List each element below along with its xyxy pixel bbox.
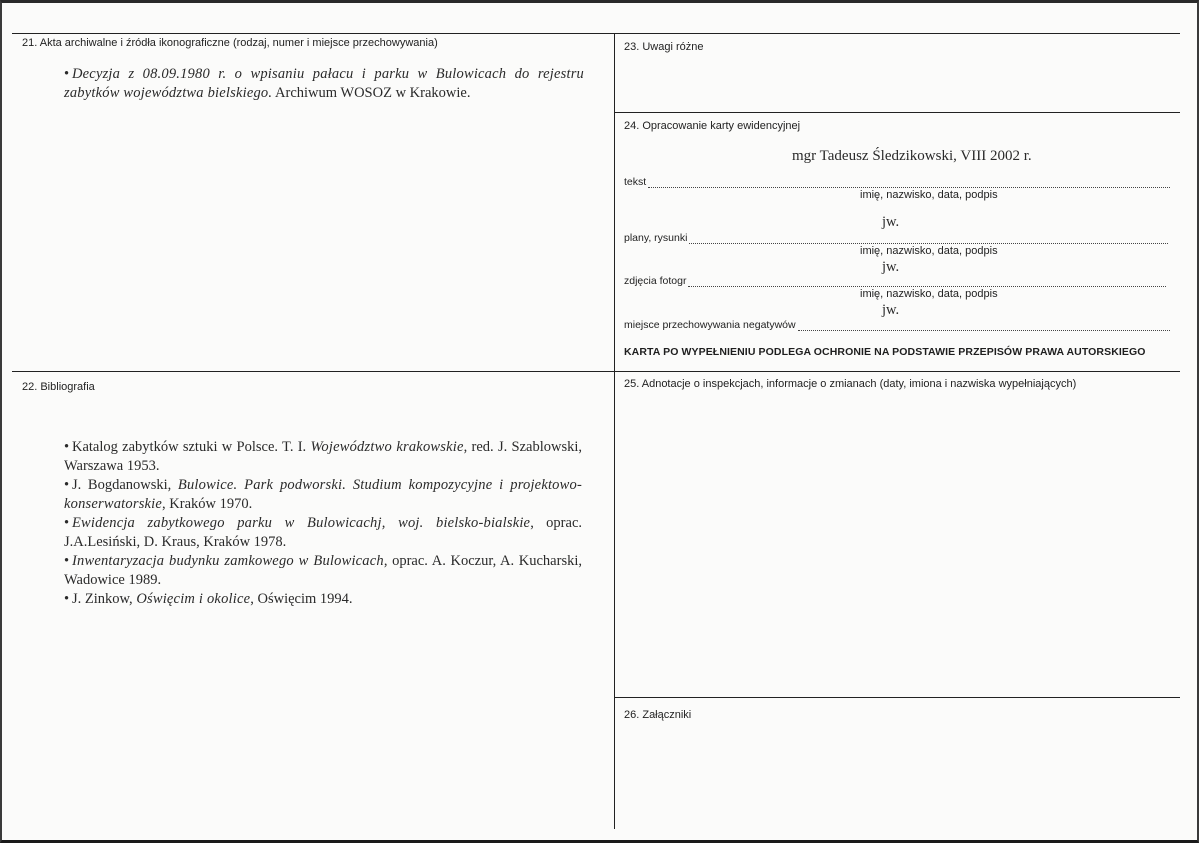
row-negatywy	[624, 319, 1170, 331]
signature-caption: imię, nazwisko, data, podpis	[860, 189, 998, 201]
dotted-line	[798, 322, 1170, 331]
row-zdjecia	[624, 275, 1166, 287]
list-item: • J. Bogdanowski, Bulowice. Park podworski. Studium kompozycyjne i projektowo-konserwatorskie, Kraków 1970.	[64, 477, 582, 512]
section-26-title: 26. Załączniki	[624, 709, 692, 721]
row-label: miejsce przechowywania negatywów	[624, 319, 796, 331]
row-plany	[624, 232, 1168, 244]
section-22-title: 22. Bibliografia	[22, 381, 95, 393]
dotted-line	[648, 179, 1170, 188]
rule-middle-right	[614, 371, 1180, 372]
copyright-note: KARTA PO WYPEŁNIENIU PODLEGA OCHRONIE NA PODSTAWIE PRZEPISÓW PRAWA AUTORSKIEGO	[624, 346, 1146, 358]
section-25-title: 25. Adnotacje o inspekcjach, informacje o zmianach (daty, imiona i nazwiska wypełniających)	[624, 378, 1077, 390]
source-archive: Archiwum WOSOZ w Krakowie.	[272, 85, 471, 101]
rule-23-24	[614, 112, 1180, 113]
value-jw: jw.	[882, 259, 900, 275]
dotted-line	[689, 235, 1168, 244]
signature-caption: imię, nazwisko, data, podpis	[860, 245, 998, 257]
bullet-icon: •	[64, 515, 70, 531]
section-21-content	[64, 65, 584, 103]
list-item: • Ewidencja zabytkowego parku w Bulowicachj, woj. bielsko-bialskie, oprac. J.A.Lesiński, D. Kraus, Kraków 1978.	[64, 515, 583, 550]
value-jw: jw.	[882, 302, 900, 318]
value-jw: jw.	[882, 214, 900, 230]
list-item: • J. Zinkow, Oświęcim i okolice, Oświęcim 1994.	[64, 591, 353, 607]
list-item: • Inwentaryzacja budynku zamkowego w Bulowicach, oprac. A. Koczur, A. Kucharski, Wadowice 1989.	[64, 553, 582, 588]
source-title: Decyzja z 08.09.1980 r. o wpisaniu pałacu i parku w Bulowicach do rejestru zabytków województwa bielskiego.	[64, 66, 584, 101]
row-label: plany, rysunki	[624, 232, 688, 244]
section-23-title: 23. Uwagi różne	[624, 41, 704, 53]
author-entry: mgr Tadeusz Śledzikowski, VIII 2002 r.	[792, 148, 1032, 164]
bullet-icon: •	[64, 553, 70, 569]
center-divider	[614, 33, 615, 829]
top-rule-right	[614, 33, 1180, 34]
list-item	[64, 65, 584, 103]
list-item: • Katalog zabytków sztuki w Polsce. T. I. Województwo krakowskie, red. J. Szablowski, Warszawa 1953.	[64, 439, 583, 474]
row-tekst	[624, 176, 1170, 188]
rule-25-26	[614, 697, 1180, 698]
section-24-title: 24. Opracowanie karty ewidencyjnej	[624, 120, 801, 132]
bullet-icon: •	[64, 439, 70, 455]
bibliography-list	[64, 438, 582, 609]
section-21-title: 21. Akta archiwalne i źródła ikonograficzne (rodzaj, numer i miejsce przechowywania)	[22, 37, 438, 49]
row-label: zdjęcia fotogr	[624, 275, 687, 287]
dotted-line	[688, 278, 1166, 287]
row-label: tekst	[624, 176, 647, 188]
bullet-icon: •	[64, 591, 70, 607]
bullet-icon: •	[64, 66, 70, 82]
rule-middle-left	[12, 371, 614, 372]
signature-caption: imię, nazwisko, data, podpis	[860, 288, 998, 300]
top-rule-left	[12, 33, 614, 34]
bullet-icon: •	[64, 477, 70, 493]
